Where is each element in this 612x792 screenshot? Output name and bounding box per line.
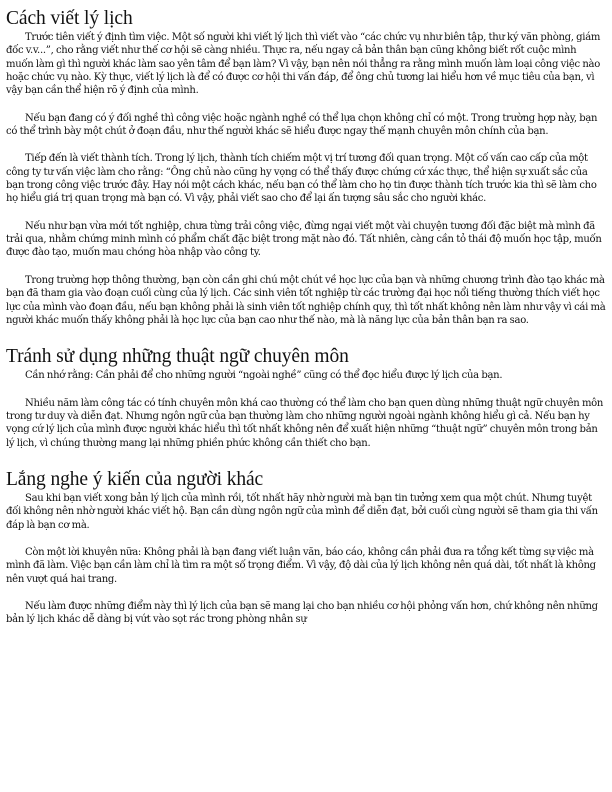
paragraph: Trong trường hợp thông thường, bạn còn cần ghi chú một chút về học lực của bạn và những chương trình đào tạo khác mà bạn đã tham gia vào đoạn cuối cùng của lý lịch. Các sinh viên tốt nghiệp từ các trường đại học nổi tiếng thường thích viết học lực của mình vào đoạn đầu, nếu bạn không phải là sinh viên tốt nghiệp chính quy, thì tốt nhất không nên làm như vậy vì cái mà người khác muốn thấy không phải là học lực của bạn cao như thế nào, mà là năng lực của bản thân bạn ra sao.	[6, 274, 606, 326]
paragraph: Nếu như bạn vừa mới tốt nghiệp, chưa từng trải công việc, đừng ngại viết một vài chuyện tương đối đặc biệt mà mình đã trải qua, nhằm chứng minh mình có phẩm chất đặc biệt trong mặt nào đó. Tất nhiên, càng cần tỏ thái độ muốn học tập, muốn được đào tạo, muốn mau chóng hòa nhập vào công ty.	[6, 220, 602, 259]
paragraph: Còn một lời khuyên nữa: Không phải là bạn đang viết luận văn, báo cáo, không cần phải đưa ra tổng kết từng sự việc mà mình đã làm. Việc bạn cần làm chỉ là tìm ra một số trọng điểm. Vì vậy, độ dài của lý lịch không nên quá dài, tốt nhất là không nên vượt quá hai trang.	[6, 546, 596, 585]
paragraph-spacer	[6, 532, 606, 546]
section-heading-cach-viet-ly-lich: Cách viết lý lịch	[6, 8, 133, 29]
section-heading-lang-nghe-y-kien: Lắng nghe ý kiến của người khác	[6, 468, 264, 490]
paragraph-spacer	[6, 206, 606, 220]
section-spacer	[6, 450, 606, 469]
paragraph-spacer	[6, 138, 606, 152]
paragraph: Tiếp đến là viết thành tích. Trong lý lịch, thành tích chiếm một vị trí tương đối quan trọng. Một cố vấn cao cấp của một công ty tư vấn việc làm cho rằng: “Ông chủ nào cũng hy vọng có thể thấy được chứng cứ xác thực, thể hiện sự xuất sắc của bạn trong công việc trước đây. Hay nói một cách khác, nếu bạn có thể làm cho họ tin được thành tích trước kia thì sẽ làm cho họ hiểu giá trị quan trọng mà bạn có. Vì vậy, phải viết sao cho để lại ấn tượng sâu sắc cho người khác.	[6, 153, 597, 205]
paragraph: Nếu làm được những điểm này thì lý lịch của bạn sẽ mang lại cho bạn nhiều cơ hội phỏng vấn hơn, chứ không nên những bản lý lịch khác dễ dàng bị vứt vào sọt rác trong phòng nhân sự	[6, 600, 598, 626]
section-spacer	[6, 327, 606, 346]
paragraph-spacer	[6, 260, 606, 274]
paragraph: Nếu bạn đang có ý đối nghề thì công việc hoặc ngành nghề có thể lựa chọn không chỉ có một. Trong trường hợp này, bạn có thể trình bày một chút ở đoạn đầu, như thế người khác sẽ hiểu được ngay thế mạnh chuyên môn chính của bạn.	[6, 112, 598, 138]
paragraph: Sau khi bạn viết xong bản lý lịch của mình rồi, tốt nhất hãy nhờ người mà bạn tin tưởng xem qua một chút. Nhưng tuyệt đối không nên nhờ người khác viết hộ. Bạn cần dùng ngôn ngữ của mình để diễn đạt, bởi cuối cùng người sẽ tham gia thi vấn đáp là bạn cơ mà.	[6, 492, 598, 531]
paragraph: Nhiều năm làm công tác có tính chuyên môn khá cao thường có thể làm cho bạn quen dùng những thuật ngữ chuyên môn trong tư duy và diễn đạt. Nhưng ngôn ngữ của bạn thường làm cho những người ngoài ngành không hiểu gì cả. Nếu bạn hy vọng cứ lý lịch của mình được người khác hiểu thì tốt nhất không nên để xuất hiện những “thuật ngữ” chuyên môn trong bản lý lịch, vì chúng thường mang lại những phiền phức không cần thiết cho bạn.	[6, 397, 604, 449]
paragraph: Trước tiên viết ý định tìm việc. Một số người khi viết lý lịch thì viết vào “các chức vụ như biên tập, thư ký văn phòng, giám đốc v.v...”, cho rằng viết như thế cơ hội sẽ càng nhiều. Thực ra, nếu ngay cả bản thân bạn cũng không biết rốt cuộc mình muốn làm gì thì người khác làm sao yên tâm để bạn làm? Vì vậy, bạn nên nói thẳng ra rằng mình muốn làm loại công việc nào hoặc chức vụ nào. Kỳ thực, viết lý lịch là để có được cơ hội thi vấn đáp, để ông chủ tương lai hiểu hơn về mục tiêu của bạn, vì vậy bạn cần thể hiện rõ ý định của mình.	[6, 32, 601, 97]
paragraph: Cần nhớ rằng: Cần phải để cho những người “ngoài nghề” cũng có thể đọc hiểu được lý lịch của bạn.	[25, 370, 503, 382]
section-heading-tranh-thuat-ngu: Tránh sử dụng những thuật ngữ chuyên môn	[6, 346, 349, 368]
paragraph-spacer	[6, 383, 606, 397]
paragraph-spacer	[6, 586, 606, 600]
document-page	[6, 8, 606, 788]
paragraph-spacer	[6, 98, 606, 112]
